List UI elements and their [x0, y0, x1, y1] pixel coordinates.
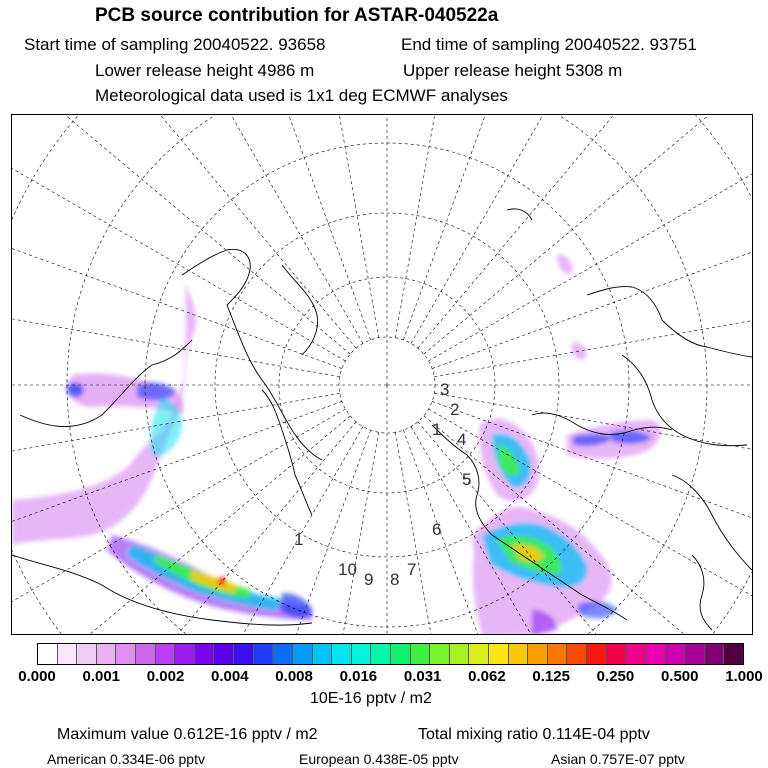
color-scale-cell [136, 644, 156, 664]
asian-contribution-label: Asian 0.757E-07 pptv [551, 751, 685, 767]
trajectory-time-label: 6 [432, 520, 442, 539]
color-scale-tick-label: 0.004 [211, 668, 249, 685]
color-scale-cell [293, 644, 313, 664]
color-scale-bar [37, 643, 744, 665]
trajectory-time-label: 3 [440, 380, 450, 399]
color-scale-cell [430, 644, 450, 664]
color-scale-tick-label: 0.000 [18, 668, 56, 685]
trajectory-time-label: 9 [364, 570, 374, 589]
american-contribution-label: American 0.334E-06 pptv [47, 751, 205, 767]
color-scale-cell [97, 644, 117, 664]
concentration-plume-america [12, 280, 312, 620]
trajectory-time-label: 1 [294, 530, 304, 549]
color-scale-cell [38, 644, 58, 664]
color-scale-tick-label: 0.062 [468, 668, 506, 685]
color-scale-cell [646, 644, 666, 664]
trajectory-time-label: 8 [390, 570, 400, 589]
color-scale-cell [175, 644, 195, 664]
color-scale-cell [489, 644, 509, 664]
color-scale-cell [273, 644, 293, 664]
color-scale-cell [195, 644, 215, 664]
color-scale-cell [724, 644, 743, 664]
color-scale-tick-label: 0.500 [660, 668, 699, 685]
color-scale-cell [528, 644, 548, 664]
european-contribution-label: European 0.438E-05 pptv [299, 751, 459, 767]
color-scale-tick-label: 0.250 [596, 668, 635, 685]
color-scale-cell [587, 644, 607, 664]
color-scale-tick-label: 0.008 [275, 668, 313, 685]
trajectory-time-label: 4 [457, 430, 467, 449]
polar-map [11, 114, 753, 635]
color-scale-cell [450, 644, 470, 664]
met-data-label: Meteorological data used is 1x1 deg ECMWF analyses [95, 86, 508, 105]
trajectory-time-label: 7 [407, 560, 417, 579]
color-scale-cell [548, 644, 568, 664]
color-scale-cell [685, 644, 705, 664]
trajectory-time-label: 1 [432, 420, 442, 439]
color-scale-cell [469, 644, 489, 664]
total-mixing-ratio-label: Total mixing ratio 0.114E-04 pptv [418, 726, 650, 743]
color-scale-tick-label: 0.031 [403, 668, 442, 685]
color-scale-tick-label: 0.125 [532, 668, 570, 685]
coastline [12, 209, 752, 630]
upper-height-label: Upper release height 5308 m [403, 61, 623, 80]
color-scale-cell [254, 644, 274, 664]
color-scale-tick-label: 0.016 [339, 668, 378, 685]
color-scale-cell [371, 644, 391, 664]
color-scale-cell [411, 644, 431, 664]
color-scale-cell [567, 644, 587, 664]
trajectory-time-label: 10 [338, 560, 357, 579]
color-scale-tick-label: 0.001 [82, 668, 121, 685]
color-scale-cell [332, 644, 352, 664]
color-scale-cell [313, 644, 333, 664]
plot-title: PCB source contribution for ASTAR-040522a [95, 5, 499, 26]
color-scale-cell [58, 644, 78, 664]
trajectory-time-label: 5 [462, 470, 472, 489]
color-scale-cell [77, 644, 97, 664]
color-scale-cell [705, 644, 725, 664]
color-scale-cell [116, 644, 136, 664]
lower-height-label: Lower release height 4986 m [95, 61, 315, 80]
color-scale-cell [234, 644, 254, 664]
units-label: 10E-16 pptv / m2 [310, 690, 432, 707]
maximum-value-label: Maximum value 0.612E-16 pptv / m2 [57, 726, 318, 743]
color-scale-cell [352, 644, 372, 664]
color-scale-cell [607, 644, 627, 664]
color-scale-cell [391, 644, 411, 664]
color-scale-cell [509, 644, 529, 664]
color-scale-cell [626, 644, 646, 664]
trajectory-time-label: 2 [450, 400, 460, 419]
concentration-plume-europe-asia [472, 255, 661, 635]
color-scale-tick-label: 0.002 [146, 668, 185, 685]
color-scale-tick-label: 1.000 [725, 668, 763, 685]
color-scale-cell [156, 644, 176, 664]
color-scale-cell [214, 644, 234, 664]
start-time-label: Start time of sampling 20040522. 93658 [24, 35, 326, 54]
color-scale-cell [666, 644, 686, 664]
end-time-label: End time of sampling 20040522. 93751 [401, 35, 697, 54]
